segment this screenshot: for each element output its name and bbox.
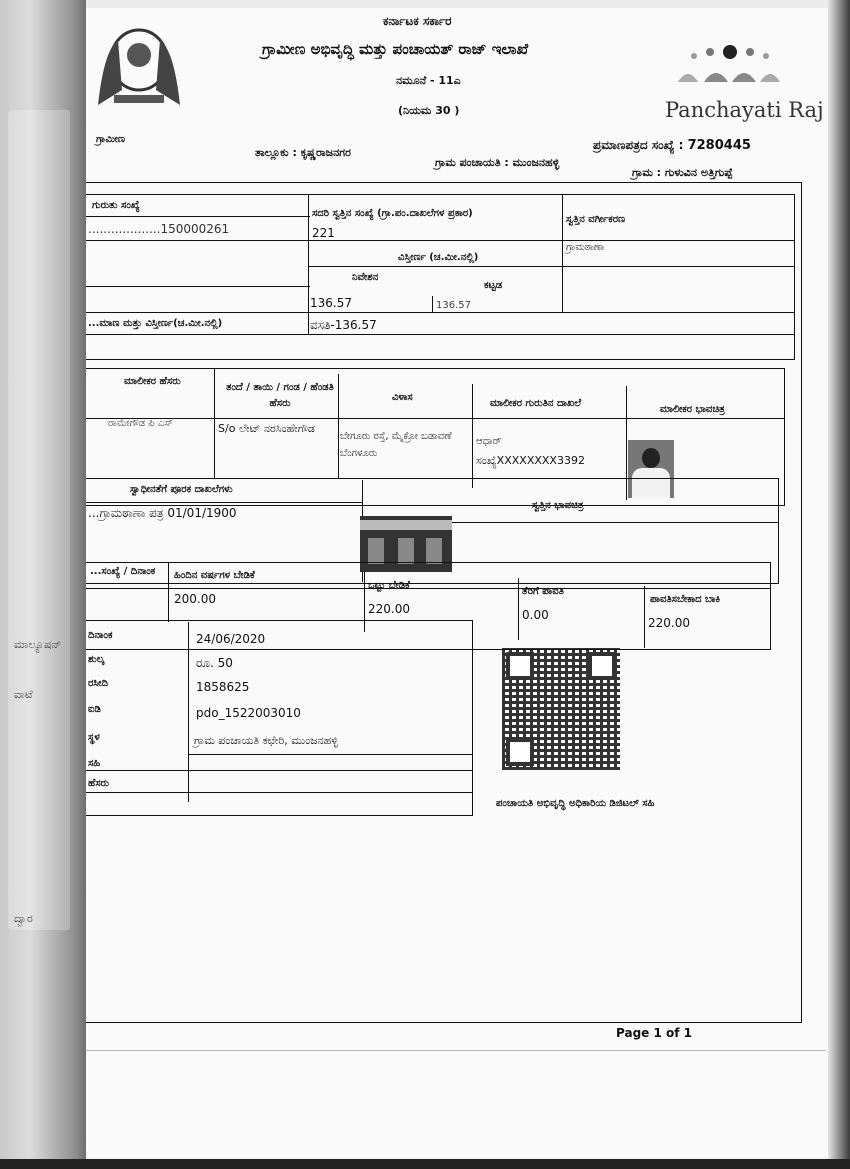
row-line — [86, 312, 794, 313]
col-line — [644, 586, 645, 648]
tax-paid-value: 0.00 — [522, 608, 549, 622]
col-balance: ಪಾವತಿಸಬೇಕಾದ ಬಾಕಿ — [650, 594, 721, 605]
rule-number: (ನಿಯಮ 30 ) — [398, 104, 460, 117]
site-area-value: 136.57 — [310, 296, 352, 310]
row-line — [86, 588, 770, 589]
department-title: ಗ್ರಾಮೀಣ ಅಭಿವೃದ್ಧಿ ಮತ್ತು ಪಂಚಾಯತ್ ರಾಜ್ ಇಲಾಖೆ — [262, 40, 529, 58]
taluk-value: ಕೃಷ್ಣರಾಜನಗರ — [300, 146, 351, 159]
frame-bottom-line — [86, 1022, 802, 1023]
left-partial-label: ಗ್ರಾಮೀಣ — [96, 134, 125, 145]
scan-edge-shadow — [828, 0, 850, 1169]
row-line — [86, 770, 472, 771]
total-demand-value: 220.00 — [368, 602, 410, 616]
issue-fee: ರೂ. 50 — [196, 656, 233, 670]
row-line — [308, 266, 794, 267]
col-line — [214, 368, 215, 478]
form-number: ನಮೂನೆ - 11ಎ — [396, 74, 461, 87]
frame-top-line — [86, 182, 802, 183]
balance-value: 220.00 — [648, 616, 690, 630]
issue-date-label: ದಿನಾಂಕ — [88, 630, 113, 641]
owner-id-doc-number: ಸಂಖ್ಯೆXXXXXXXX3392 — [476, 454, 585, 467]
issue-sign-label: ಸಹಿ — [88, 758, 101, 769]
issue-place: ಗ್ರಾಮ ಪಂಚಾಯತಿ ಕಛೇರಿ, ಮುಂಜನಹಳ್ಳಿ — [194, 734, 338, 747]
page-footer-line — [86, 1050, 826, 1051]
col-line — [308, 194, 309, 334]
col-line — [188, 622, 189, 802]
property-id-label: ಗುರುತು ಸಂಖ್ಯೆ — [92, 200, 140, 211]
panchayati-raj-logo-text: Panchayati Raj — [665, 98, 824, 122]
gp-label: ಗ್ರಾಮ ಪಂಚಾಯತಿ : — [435, 156, 509, 169]
col-owner-name: ಮಾಲೀಕರ ಹೆಸರು — [124, 376, 181, 387]
classification-value: ಗ್ರಾಮಠಾಣಾ — [566, 242, 605, 253]
underlying-page-strip — [0, 0, 86, 1169]
total-area-value: ವಸತಿ-136.57 — [310, 318, 377, 332]
issue-date: 24/06/2020 — [196, 632, 266, 646]
certificate-number-label: ಪ್ರಮಾಣಪತ್ರದ ಸಂಖ್ಯೆ : — [593, 138, 684, 152]
scan-bottom-edge — [0, 1159, 850, 1169]
row-line — [86, 286, 310, 287]
taluk — [255, 146, 351, 160]
frame-right-line — [801, 182, 802, 1022]
row-line — [188, 754, 472, 755]
row-line — [86, 418, 784, 419]
col-line — [432, 296, 433, 312]
user-id: pdo_1522003010 — [196, 706, 301, 720]
certificate-number — [593, 138, 751, 153]
supporting-docs-value: ...ಗ್ರಾಮಠಾಣಾ ಪತ್ರ 01/01/1900 — [88, 506, 237, 520]
site-label: ನಿವೇಶನ — [352, 272, 379, 283]
owner-name: ರಾಮೇಗೌಡ ಪಿ ಎಸ್ — [108, 418, 173, 429]
col-line — [168, 562, 169, 622]
classification-label: ಸ್ವತ್ತಿನ ವರ್ಗೀಕರಣ — [566, 214, 626, 225]
building-area-value: 136.57 — [436, 300, 471, 311]
owner-id-doc-type: ಆಧಾರ್ — [476, 436, 502, 447]
strip-text: ವಾಟೆ — [14, 688, 33, 701]
col-line — [472, 384, 473, 488]
issue-fee-label: ಶುಲ್ಕ — [88, 654, 105, 665]
receipt-number: 1858625 — [196, 680, 250, 694]
issue-id-label: ಐಡಿ — [88, 704, 101, 715]
property-photo-label: ಸ್ವತ್ತಿನ ಭಾವಚಿತ್ರ — [532, 500, 584, 511]
area-label: ವಿಸ್ತೀರ್ಣ (ಚ.ಮೀ.ನಲ್ಲಿ) — [398, 252, 479, 263]
row-line — [86, 216, 310, 217]
row-line — [86, 240, 794, 241]
col-line — [562, 194, 563, 312]
owner-address: ಬೇಗೂರು ರಸ್ತೆ, ಮೈಕ್ರೋ ಬಡಾವಣೆ ಬೆಂಗಳೂರು — [340, 431, 452, 459]
strip-text: ದ್ವಾರ — [14, 912, 33, 925]
panchayati-raj-logo-icon — [668, 42, 788, 92]
issue-place-label: ಸ್ಥಳ — [88, 732, 100, 743]
row-line — [86, 334, 794, 335]
karnataka-emblem-icon — [84, 10, 194, 110]
digital-signature-label: ಪಂಚಾಯತಿ ಅಭಿವೃದ್ಧಿ ಅಧಿಕಾರಿಯ ಡಿಜಿಟಲ್ ಸಹಿ — [496, 798, 655, 809]
property-id-value: ...................150000261 — [88, 222, 230, 236]
issue-name-label: ಹೆಸರು — [88, 778, 110, 789]
row-line — [86, 502, 362, 503]
building-label: ಕಟ್ಟಡ — [484, 280, 503, 291]
gram-panchayat — [435, 156, 559, 170]
col-tax-paid: ತೆರಿಗೆ ಪಾವತಿ — [522, 586, 564, 597]
qr-code — [502, 648, 620, 770]
certificate-number-value: 7280445 — [687, 138, 751, 153]
col-receipt: ...ಸಂಖ್ಯೆ / ದಿನಾಂಕ — [90, 566, 156, 577]
col-total-demand: ಒಟ್ಟು ಬೇಡಿಕೆ — [368, 580, 410, 591]
village — [632, 166, 733, 180]
previous-demand-value: 200.00 — [174, 592, 216, 606]
col-owner-photo: ಮಾಲೀಕರ ಭಾವಚಿತ್ರ — [660, 404, 725, 415]
col-previous-demand: ಹಿಂದಿನ ವರ್ಷಗಳ ಬೇಡಿಕೆ — [174, 570, 255, 581]
total-area-label: ...ಮಾಣ ಮತ್ತು ವಿಸ್ತೀರ್ಣ(ಚ.ಮೀ.ನಲ್ಲಿ) — [88, 318, 223, 329]
owner-relation: S/o ಲೇಟ್ ನರಸಿಂಹೇಗೌಡ — [218, 422, 315, 435]
state-government-title: ಕರ್ನಾಟಕ ಸರ್ಕಾರ — [383, 14, 452, 28]
taluk-label: ತಾಲ್ಲೂಕು : — [255, 146, 297, 159]
page-number: Page 1 of 1 — [616, 1026, 692, 1040]
col-line — [518, 578, 519, 640]
old-number-value: 221 — [312, 226, 335, 240]
col-id-document: ಮಾಲೀಕರ ಗುರುತಿನ ದಾಖಲೆ — [490, 398, 582, 409]
village-label: ಗ್ರಾಮ : — [632, 166, 662, 179]
row-line — [86, 792, 472, 793]
strip-text: ಮಾಲ್ಯೂಷನ್ — [14, 638, 62, 651]
underlying-page — [8, 110, 70, 930]
col-line — [338, 374, 339, 478]
col-relation: ತಂದೆ / ತಾಯಿ / ಗಂಡ / ಹೆಂಡತಿ ಹೆಸರು — [226, 382, 334, 409]
issue-receipt-label: ರಸೀದಿ — [88, 678, 108, 689]
old-number-label: ಸದರಿ ಸ್ವತ್ತಿನ ಸಂಖ್ಯೆ (ಗ್ರಾ.ಪಂ.ದಾಖಲೆಗಳ ಪ್ರಕಾರ) — [312, 208, 473, 219]
col-address: ವಿಳಾಸ — [392, 392, 413, 403]
village-value: ಗುಳುವಿನ ಅತ್ತಿಗುಪ್ಪೆ — [664, 166, 733, 179]
gp-value: ಮುಂಜನಹಳ್ಳಿ — [512, 156, 560, 169]
supporting-docs-label: ಸ್ವಾಧೀನತೆಗೆ ಪೂರಕ ದಾಖಲೆಗಳು — [130, 484, 233, 495]
